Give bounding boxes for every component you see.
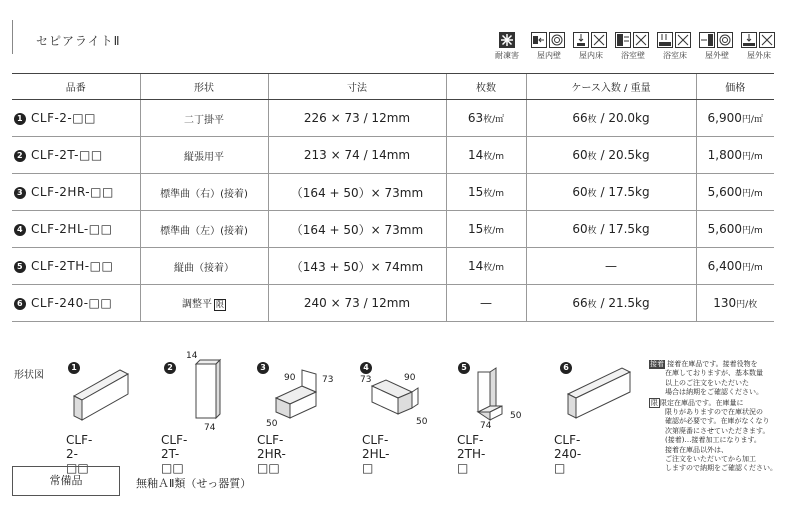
table-row <box>12 174 774 211</box>
note-text: 在庫しておりますが、基本数量 <box>665 369 763 378</box>
shape-number: 4 <box>360 362 372 374</box>
weight-value: / 17.5kg <box>596 222 650 236</box>
shape-number: 1 <box>68 362 80 374</box>
note-tag-limited: 限 <box>651 398 658 407</box>
case-value: 66 <box>572 111 588 125</box>
notes <box>649 360 799 474</box>
case-cell <box>526 174 696 211</box>
shape-number: 5 <box>458 362 470 374</box>
icon-frost <box>486 32 528 61</box>
stock-label-box: 常備品 <box>12 466 120 496</box>
dim-label: 90 <box>284 373 296 383</box>
product-code-cell <box>12 137 140 174</box>
price-value: 130 <box>713 296 737 310</box>
weight-value: / 20.0kg <box>596 111 650 125</box>
product-code-cell <box>12 211 140 248</box>
note-text: 場合は納期をご確認ください。 <box>665 388 763 397</box>
shape-cell: 標準曲（左）(接着) <box>140 211 268 248</box>
price-unit: 円/m <box>742 226 763 236</box>
count-unit: 枚/m <box>483 189 505 199</box>
table-row <box>12 211 774 248</box>
shape-diagram-4 <box>358 368 438 428</box>
case-cell <box>526 285 696 322</box>
price-cell <box>696 285 774 322</box>
count-value: 63 <box>467 111 484 125</box>
dim-label: 14 <box>186 351 198 361</box>
row-number: 4 <box>14 224 26 236</box>
price-cell <box>696 248 774 285</box>
count-cell <box>446 248 526 285</box>
row-number: 1 <box>14 113 26 125</box>
bathroom-floor-icon <box>657 32 693 48</box>
exterior-floor-icon <box>741 32 777 48</box>
exterior-wall-icon <box>699 32 735 48</box>
shape-number: 2 <box>164 362 176 374</box>
product-code: CLF-2TH-□□ <box>31 259 114 273</box>
count-value: 14 <box>467 259 484 273</box>
note-text: 確認が必要です。在庫がなくなり <box>665 417 770 426</box>
product-code-cell <box>12 248 140 285</box>
note-text: ご注文をいただいてから加工 <box>665 455 756 464</box>
shape-cell: 縦張用平 <box>140 137 268 174</box>
size-cell: （143 + 50）× 74mm <box>268 248 446 285</box>
table-row <box>12 248 774 285</box>
note-text: 次第廃番にさせていただきます。 <box>665 426 770 435</box>
price-cell <box>696 137 774 174</box>
dim-label: 50 <box>416 417 428 427</box>
shape-caption: CLF-2-□□ <box>66 433 93 475</box>
shape-diagram-label: 形状図 <box>14 370 44 381</box>
count-cell <box>446 137 526 174</box>
note-line <box>649 398 799 408</box>
note-text: 以上のご注文をいただいた <box>665 378 749 387</box>
count-unit: 枚/m <box>483 226 505 236</box>
case-cell <box>526 137 696 174</box>
count-value: 15 <box>467 222 484 236</box>
limited-badge: 限 <box>216 300 224 309</box>
spec-table <box>12 73 774 322</box>
icon-exterior-wall <box>696 32 738 61</box>
count-value: 15 <box>467 185 484 199</box>
table-row <box>12 100 774 137</box>
dim-label: 50 <box>266 419 278 428</box>
product-code: CLF-2HL-□□ <box>31 222 113 236</box>
case-value: 60 <box>572 222 588 236</box>
shape-cell <box>140 285 268 322</box>
product-code-cell <box>12 285 140 322</box>
count-cell <box>446 174 526 211</box>
table-row <box>12 137 774 174</box>
case-value: 60 <box>572 185 588 199</box>
shape-cell: 標準曲（右）(接着) <box>140 174 268 211</box>
shape-caption: CLF-2HR-□□ <box>257 433 286 475</box>
note-text: しますので納期をご確認ください。 <box>665 464 777 473</box>
count-value: 14 <box>467 148 484 162</box>
interior-floor-icon <box>573 32 609 48</box>
price-value: 1,800 <box>707 148 743 162</box>
count-cell <box>446 211 526 248</box>
shape-diagram-5 <box>468 366 528 430</box>
price-value: 6,900 <box>707 111 742 125</box>
icon-label: 浴室壁 <box>621 51 645 60</box>
icon-label: 屋内床 <box>579 51 603 60</box>
icon-label: 屋外壁 <box>705 51 729 60</box>
price-cell <box>696 174 774 211</box>
icon-interior-wall <box>528 32 570 61</box>
dim-label: 74 <box>480 421 492 430</box>
count-unit: 枚/m <box>483 263 505 273</box>
count-cell <box>446 285 526 322</box>
product-code: CLF-2HR-□□ <box>31 185 114 199</box>
note-tag-adhesive: 接着 <box>650 360 664 368</box>
shape-caption: CLF-2HL-□ <box>362 433 390 475</box>
col-header-size: 寸法 <box>268 74 446 100</box>
count-cell <box>446 100 526 137</box>
case-value: 60 <box>572 148 588 162</box>
note-text: 限定在庫品です。在庫量に <box>660 398 744 407</box>
case-unit: 枚 <box>587 152 597 162</box>
weight-value: / 21.5kg <box>596 296 650 310</box>
icon-label: 耐凍害 <box>495 51 519 60</box>
shape-caption: CLF-2TH-□ <box>457 433 486 475</box>
shape-diagram-2 <box>180 350 240 432</box>
price-unit: 円/m <box>742 263 763 273</box>
product-code-cell <box>12 174 140 211</box>
shape-text: 調整平 <box>182 299 212 310</box>
price-unit: 円/m <box>742 152 763 162</box>
note-text: 接着在庫品以外は、 <box>665 445 728 454</box>
icon-bathroom-floor <box>654 32 696 61</box>
price-unit: 円/㎡ <box>741 115 763 125</box>
shape-caption: CLF-240-□ <box>554 433 582 475</box>
note-text: 接着在庫品です。接着役物を <box>667 360 758 368</box>
price-unit: 円/枚 <box>736 300 758 310</box>
size-cell: （164 + 50）× 73mm <box>268 211 446 248</box>
note-line <box>649 360 799 369</box>
weight-value: / 20.5kg <box>596 148 650 162</box>
product-code: CLF-2T-□□ <box>31 148 103 162</box>
case-cell <box>526 211 696 248</box>
shape-number: 3 <box>257 362 269 374</box>
product-code: CLF-2-□□ <box>31 111 96 125</box>
case-unit: 枚 <box>587 189 597 199</box>
icon-label: 屋外床 <box>747 51 771 60</box>
row-number: 2 <box>14 150 26 162</box>
icon-label: 屋内壁 <box>537 51 561 60</box>
note-text: (接着)…接着加工になります。 <box>665 436 761 445</box>
note-text: 限りがありますので在庫状況の <box>665 408 763 417</box>
col-header-code: 品番 <box>12 74 140 100</box>
dim-label: 73 <box>360 375 372 385</box>
product-code: CLF-240-□□ <box>31 296 113 310</box>
usage-icons <box>486 32 780 61</box>
size-cell: 226 × 73 / 12mm <box>268 100 446 137</box>
case-unit: 枚 <box>587 300 597 310</box>
price-value: 6,400 <box>707 259 743 273</box>
icon-interior-floor <box>570 32 612 61</box>
shape-cell: 縦曲（接着） <box>140 248 268 285</box>
shape-diagram-1 <box>68 366 138 426</box>
price-value: 5,600 <box>707 222 743 236</box>
table-row <box>12 285 774 322</box>
shape-cell: 二丁掛平 <box>140 100 268 137</box>
count-unit: 枚/㎡ <box>483 115 505 125</box>
row-number: 5 <box>14 261 26 273</box>
case-value: — <box>605 259 617 273</box>
shape-caption: CLF-2T-□□ <box>161 433 188 475</box>
row-number: 6 <box>14 298 26 310</box>
dim-label: 74 <box>204 423 216 432</box>
stock-description: 無釉ＡⅡ類（せっ器質） <box>136 477 252 490</box>
price-unit: 円/m <box>742 189 763 199</box>
frost-resistant-icon <box>499 32 515 48</box>
size-cell: （164 + 50）× 73mm <box>268 174 446 211</box>
case-cell <box>526 248 696 285</box>
interior-wall-icon <box>531 32 567 48</box>
count-unit: 枚/m <box>483 152 505 162</box>
dim-label: 73 <box>322 375 334 385</box>
icon-label: 浴室床 <box>663 51 687 60</box>
case-cell <box>526 100 696 137</box>
col-header-price: 価格 <box>696 74 774 100</box>
case-unit: 枚 <box>587 226 597 236</box>
col-header-shape: 形状 <box>140 74 268 100</box>
col-header-case: ケース入数 / 重量 <box>526 74 696 100</box>
shape-number: 6 <box>560 362 572 374</box>
row-number: 3 <box>14 187 26 199</box>
table-header-row <box>12 74 774 100</box>
shape-diagram-6 <box>562 366 642 426</box>
dim-label: 50 <box>510 411 522 421</box>
price-cell <box>696 100 774 137</box>
icon-exterior-floor <box>738 32 780 61</box>
product-code-cell <box>12 100 140 137</box>
case-unit: 枚 <box>587 115 597 125</box>
size-cell: 213 × 74 / 14mm <box>268 137 446 174</box>
price-cell <box>696 211 774 248</box>
col-header-count: 枚数 <box>446 74 526 100</box>
dim-label: 90 <box>404 373 416 383</box>
shape-diagram-3 <box>262 368 342 428</box>
size-cell: 240 × 73 / 12mm <box>268 285 446 322</box>
weight-value: / 17.5kg <box>596 185 650 199</box>
title-divider <box>12 20 13 54</box>
bathroom-wall-icon <box>615 32 651 48</box>
icon-bathroom-wall <box>612 32 654 61</box>
price-value: 5,600 <box>707 185 743 199</box>
count-value: — <box>480 296 492 310</box>
page-title: セピアライトⅡ <box>36 34 121 48</box>
case-value: 66 <box>572 296 588 310</box>
